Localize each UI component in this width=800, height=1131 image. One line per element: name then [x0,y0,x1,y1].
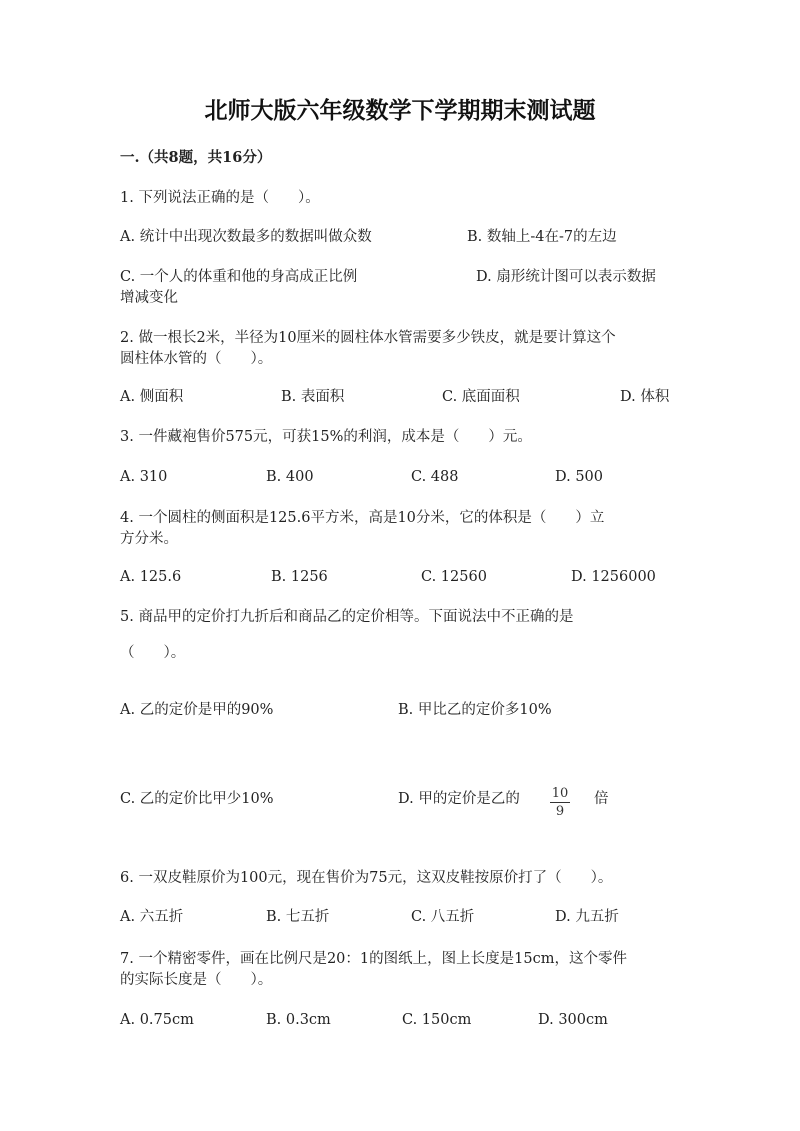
question-1-option-d: D. 扇形统计图可以表示数据 [476,269,656,285]
question-7-stem: 7. 一个精密零件，画在比例尺是20：1的图纸上，图上长度是15cm，这个零件 [120,951,627,967]
question-3-stem: 3. 一件藏袍售价575元，可获15%的利润，成本是（ ）元。 [120,429,532,445]
question-1-option-c: C. 一个人的体重和他的身高成正比例 [120,269,358,285]
question-7-option-b: B. 0.3cm [266,1012,331,1028]
fraction-bar [550,802,570,803]
question-2-stem-cont: 圆柱体水管的（ ）。 [120,351,273,367]
page-title: 北师大版六年级数学下学期期末测试题 [204,97,596,124]
question-5-stem-cont: （ ）。 [120,645,186,661]
question-6-option-b: B. 七五折 [266,909,330,925]
fraction-ten-ninths [549,786,571,819]
question-4-option-d: D. 1256000 [571,569,656,585]
question-5-option-d: D. 甲的定价是乙的 [398,791,520,807]
question-3-option-c: C. 488 [411,469,459,485]
question-5-option-a: A. 乙的定价是甲的90% [120,702,274,718]
question-2-option-a: A. 侧面积 [120,389,184,405]
question-6-stem: 6. 一双皮鞋原价为100元，现在售价为75元，这双皮鞋按原价打了（ ）。 [120,870,613,886]
question-5-option-d-suffix: 倍 [594,791,609,807]
question-1-stem: 1. 下列说法正确的是（ ）。 [120,190,320,206]
question-4-stem-cont: 方分米。 [120,531,178,547]
question-3-option-d: D. 500 [555,469,604,485]
question-5-option-b: B. 甲比乙的定价多10% [398,702,552,718]
question-2-option-d: D. 体积 [620,389,670,405]
question-4-stem: 4. 一个圆柱的侧面积是125.6平方米，高是10分米，它的体积是（ ）立 [120,510,605,526]
question-4-option-c: C. 12560 [421,569,487,585]
question-6-option-a: A. 六五折 [120,909,184,925]
question-1-option-b: B. 数轴上-4在-7的左边 [467,229,617,245]
question-1-option-a: A. 统计中出现次数最多的数据叫做众数 [120,229,372,245]
question-7-stem-cont: 的实际长度是（ ）。 [120,972,273,988]
question-3-option-b: B. 400 [266,469,314,485]
question-1-option-d-cont: 增减变化 [120,290,178,306]
question-5-stem: 5. 商品甲的定价打九折后和商品乙的定价相等。下面说法中不正确的是 [120,609,574,625]
fraction-numerator: 10 [551,786,569,801]
section-heading: 一.（共8题，共16分） [120,149,272,166]
question-5-option-c: C. 乙的定价比甲少10% [120,791,274,807]
question-7-option-c: C. 150cm [402,1012,472,1028]
question-2-option-c: C. 底面面积 [442,389,520,405]
question-4-option-a: A. 125.6 [120,569,182,585]
question-4-option-b: B. 1256 [271,569,328,585]
question-7-option-d: D. 300cm [538,1012,608,1028]
question-7-option-a: A. 0.75cm [120,1012,194,1028]
question-6-option-d: D. 九五折 [555,909,619,925]
question-2-option-b: B. 表面积 [281,389,345,405]
question-2-stem: 2. 做一根长2米，半径为10厘米的圆柱体水管需要多少铁皮，就是要计算这个 [120,330,616,346]
question-6-option-c: C. 八五折 [411,909,475,925]
question-3-option-a: A. 310 [120,469,168,485]
fraction-denominator: 9 [555,804,565,819]
